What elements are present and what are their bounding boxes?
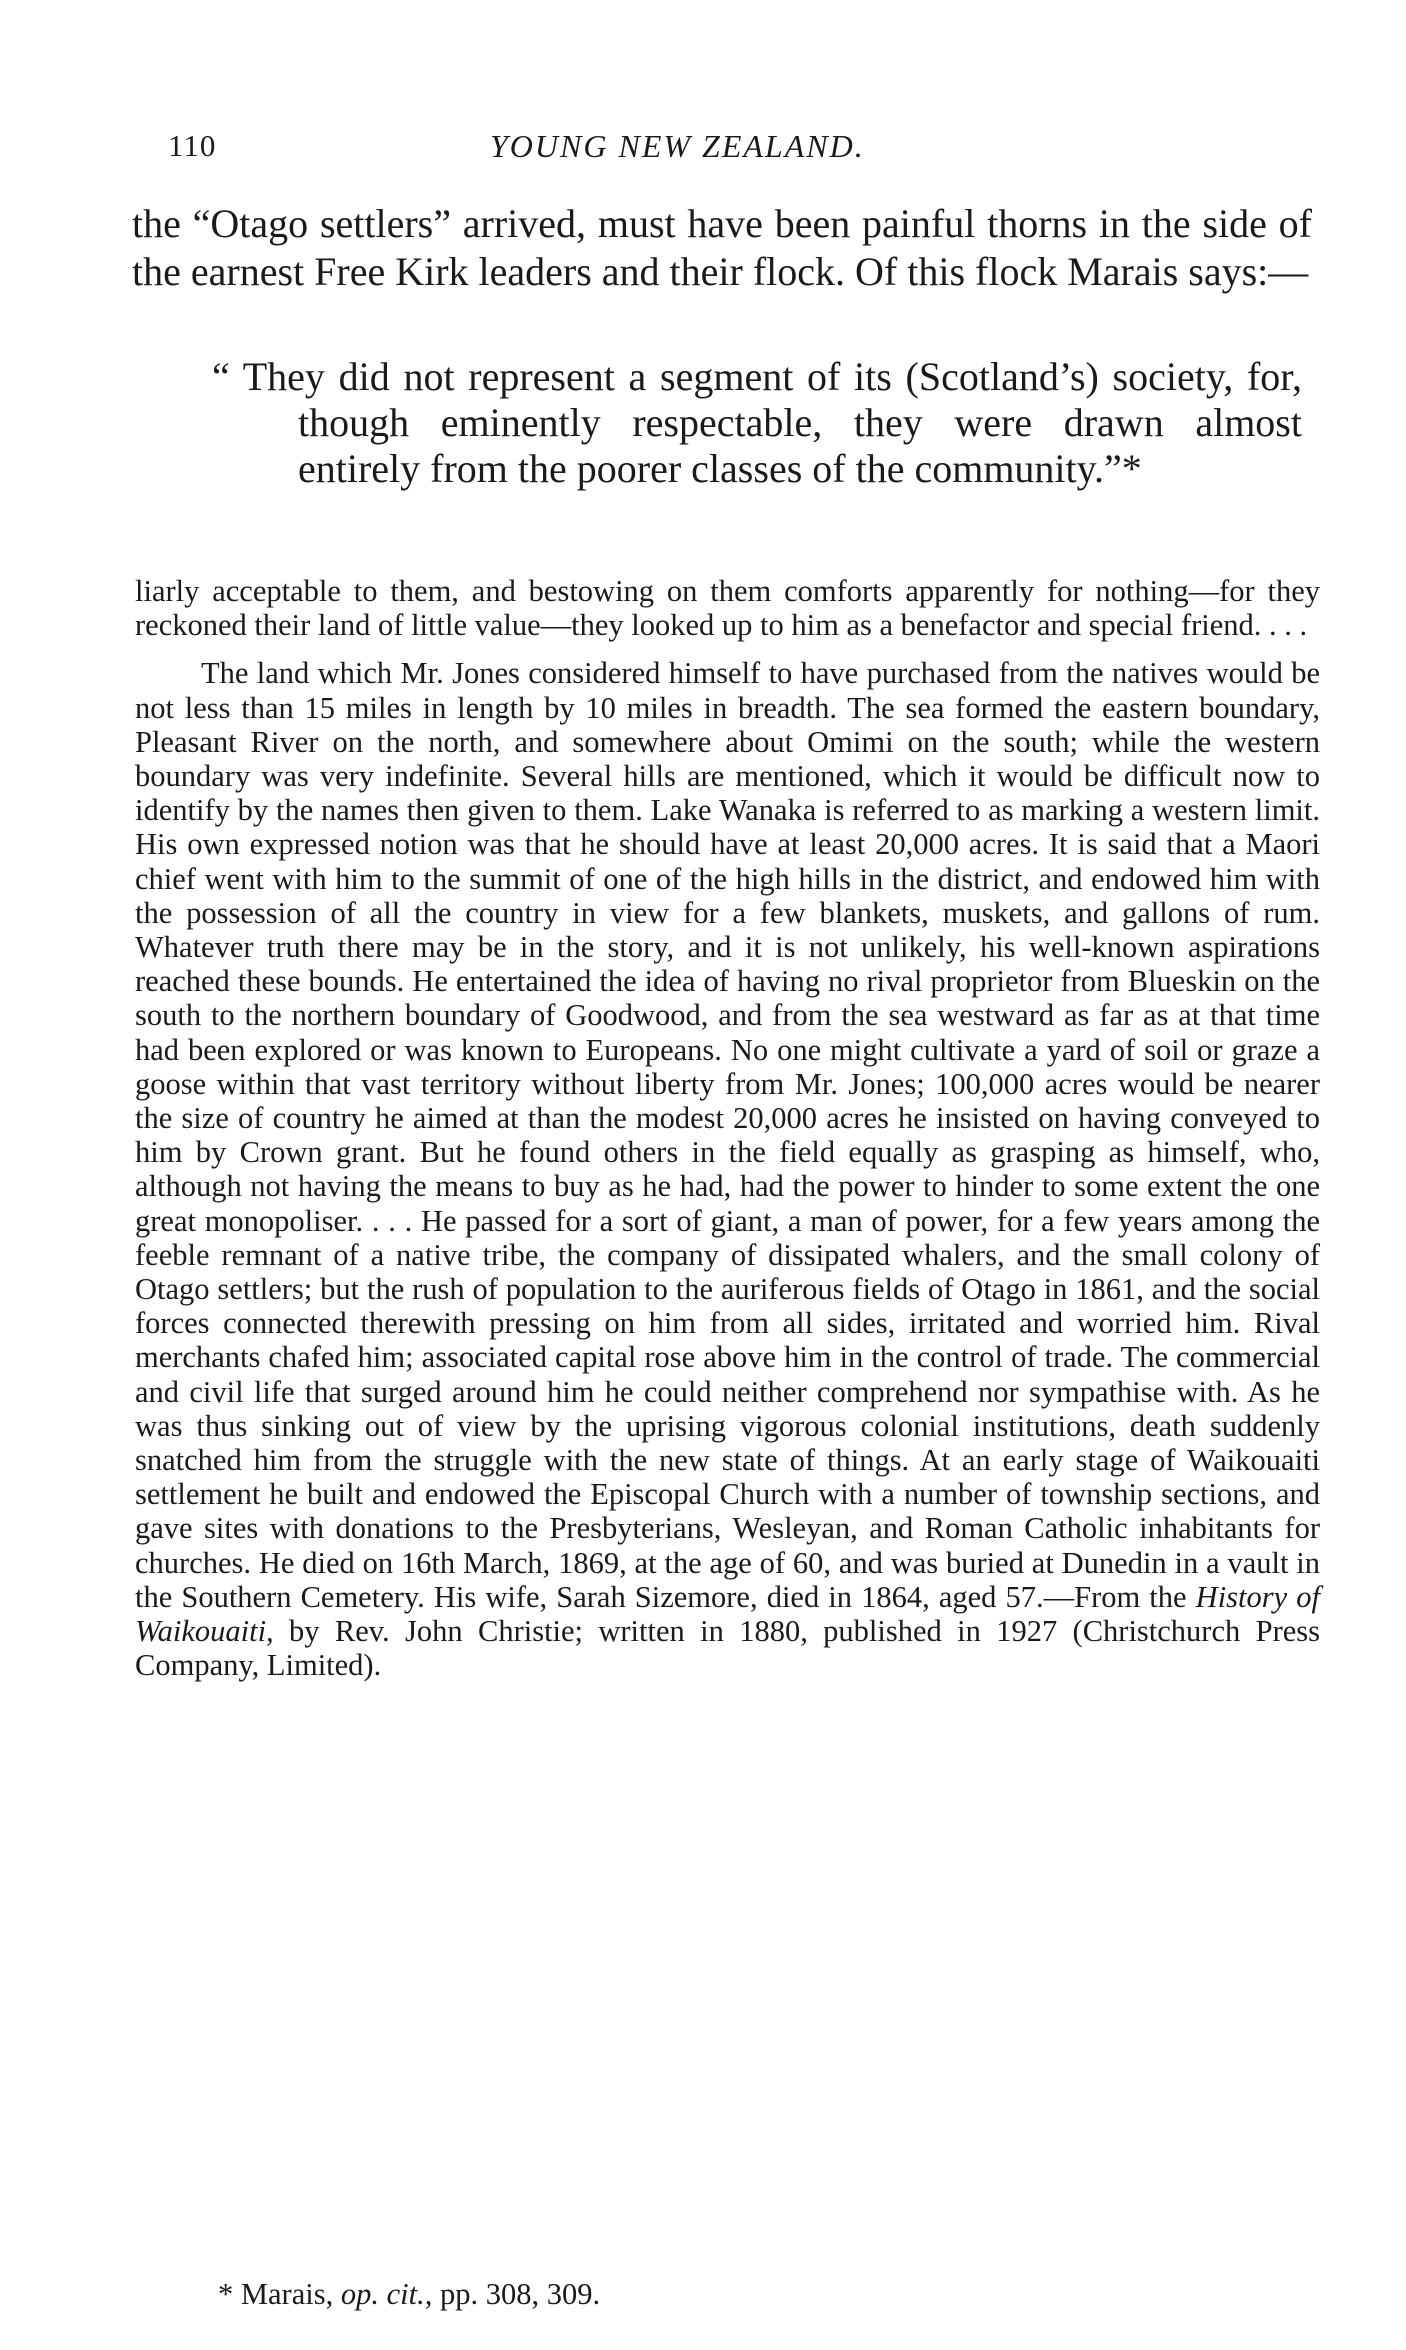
main-paragraph-text: The land which Mr. Jones considered himself to have purchased from the natives would be not less than 15 miles in length by 10 miles in breadth. The sea formed the eastern boundary, Pleasant River on the north, and somewhere about Omimi on the south; while the western boundary was very indefinite. Several hills are mentioned, which it would be difficult now to identify by the names then given to them. Lake Wanaka is referred to as marking a western limit. His own expressed notion was that he should have at least 20,000 acres. It is said that a Maori chief went with him to the summit of one of the high hills in the district, and endowed him with the possession of all the country in view for a few blankets, muskets, and gallons of rum. Whatever truth there may be in the story, and it is not unlikely, his well-known aspirations reached these bounds. He entertained the idea of having no rival proprietor from Blueskin on the south to the northern boundary of Goodwood, and from the sea westward as far as at that time had been explored or was known to Europeans. No one might cultivate a yard of soil or graze a goose within that vast territory without liberty from Mr. Jones; 100,000 acres would be nearer the size of country he aimed at than the modest 20,000 acres he insisted on having conveyed to him by Crown grant. But he found others in the field equally as grasping as himself, who, although not having the means to buy as he had, had the power to hinder to some extent the one great monopoliser. . . . He passed for a sort of giant, a man of power, for a few years among the feeble remnant of a native tribe, the company of dissipated whalers, and the small colony of Otago settlers; but the rush of population to the auriferous fields of Otago in 1861, and the social forces connected therewith pressing on him from all sides, irritated and worried him. Rival merchants chafed him; associated capital rose above him in the control of trade. The commercial and civil life that surged around him he could neither comprehend nor sympathise with. As he was thus sinking out of view by the uprising vigorous colonial institutions, death suddenly snatched him from the struggle with the new state of things. At an early stage of Waikouaiti settlement he built and endowed the Episcopal Church with a number of township sections, and gave sites with donations to the Presbyterians, Wesleyan, and Roman Catholic inhabitants for churches. He died on 16th March, 1869, at the age of 60, and was buried at Dunedin in a vault in the Southern Cemetery. His wife, Sarah Sizemore, died in 1864, aged 57.—From the xyxy=(135,656,1320,1614)
main-paragraph xyxy=(135,656,1320,1682)
footnote-prefix: * Marais, xyxy=(218,2277,334,2311)
footnote-pages: pp. 308, 309. xyxy=(439,2277,601,2311)
page-number: 110 xyxy=(168,128,217,163)
running-title: YOUNG NEW ZEALAND. xyxy=(490,128,865,164)
main-paragraph-tail: by Rev. John Christie; written in 1880, published in 1927 (Christchurch Press Company, Limited). xyxy=(135,1614,1321,1683)
intro-paragraph: the “Otago settlers” arrived, must have been painful thorns in the side of the earnest Free Kirk leaders and their flock. Of this flock Marais says:— xyxy=(132,201,1312,294)
block-quote: “ They did not represent a segment of its (Scotland’s) society, for, though eminently respectable, they were drawn almost entirely from the poorer classes of the community.”* xyxy=(212,354,1302,491)
continuation-paragraph: liarly acceptable to them, and bestowing on them comforts apparently for nothing—for they reckoned their land of little value—they looked up to him as a benefactor and special friend. . . . xyxy=(135,574,1320,643)
footnote-reference: op. cit., xyxy=(340,2277,433,2311)
book-title: History of Waikouaiti, xyxy=(135,1579,1320,1649)
quoted-extract xyxy=(135,574,1320,1683)
footnote xyxy=(218,2276,600,2312)
page-header xyxy=(160,128,1310,172)
